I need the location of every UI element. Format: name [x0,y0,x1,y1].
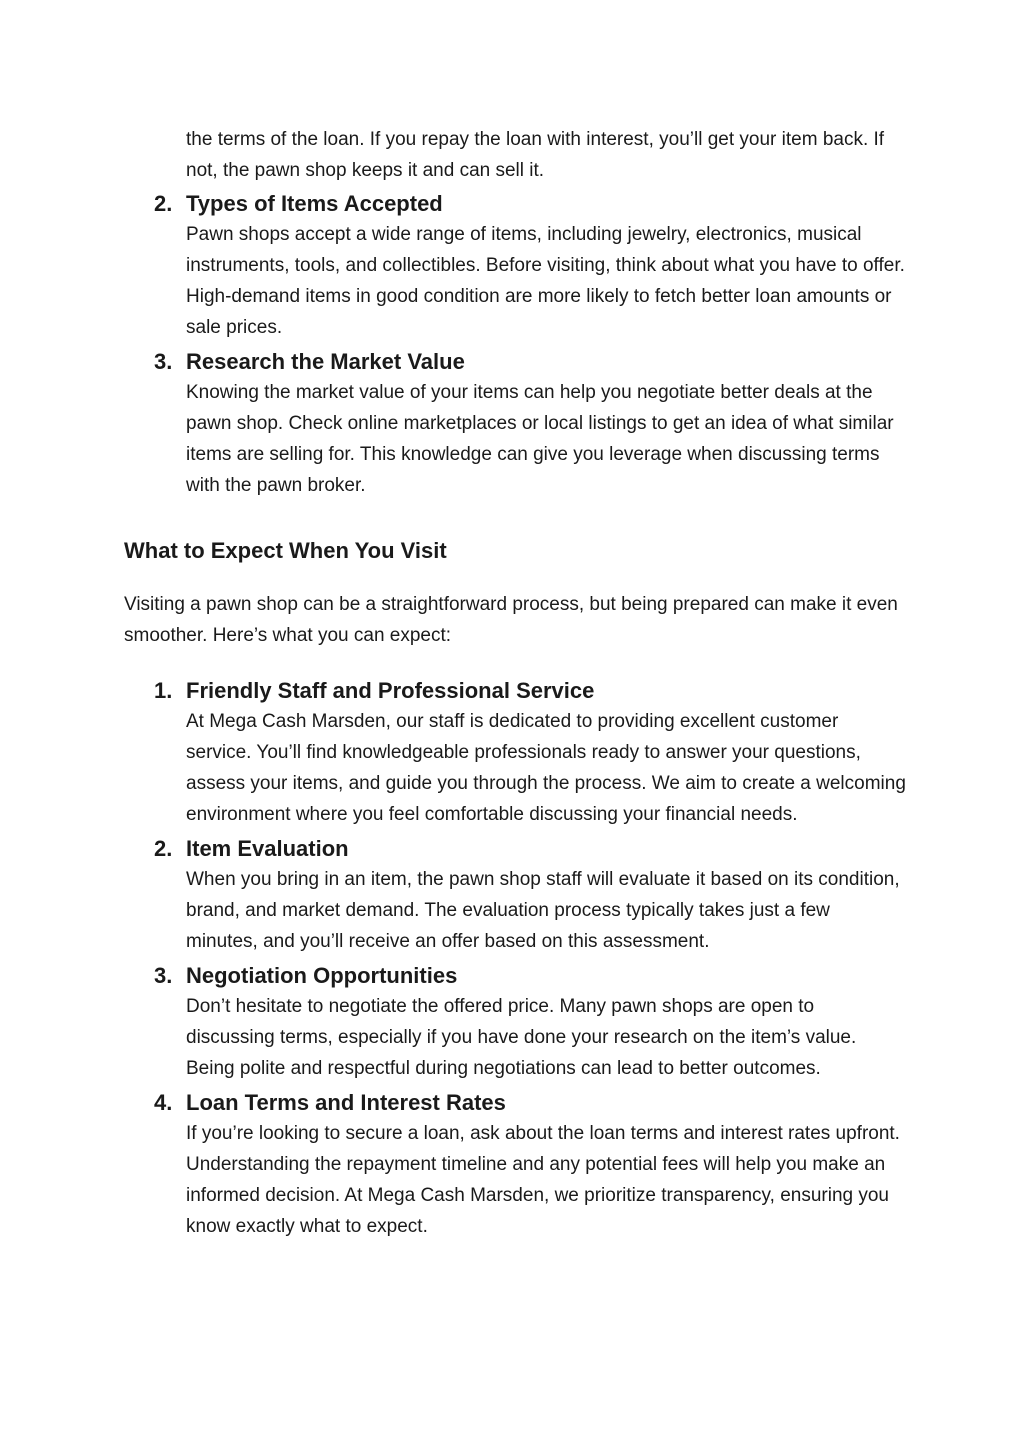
list-item [0,675,1024,830]
list-item-title: Types of Items Accepted [186,191,443,216]
continuation-paragraph: the terms of the loan. If you repay the loan with interest, you’ll get your item back. If not, the pawn shop keeps it and can sell it. [186,129,885,181]
list-item-text: When you bring in an item, the pawn shop staff will evaluate it based on its condition, brand, and market demand. The evaluation process typically takes just a few minutes, and you’ll receive an offer based on this assessment. [186,869,900,952]
section-heading: What to Expect When You Visit [124,538,447,563]
list-item-title: Friendly Staff and Professional Service [186,678,595,703]
list-item-number: 2. [154,836,173,861]
list-item-number: 2. [154,191,173,216]
list-item [0,833,1024,957]
list-item-text: Don’t hesitate to negotiate the offered price. Many pawn shops are open to discussing terms, especially if you have done your research on the item’s value. Being polite and respectful during negotiations can lead to better outcomes. [186,996,857,1079]
list-item [0,960,1024,1084]
list-item [0,346,1024,501]
list-item-text: At Mega Cash Marsden, our staff is dedicated to providing excellent customer service. You’ll find knowledgeable professionals ready to answer your questions, assess your items, and guide you through the process. We aim to create a welcoming environment where you feel comfortable discussing your financial needs. [186,711,906,825]
list-item-title: Item Evaluation [186,836,349,861]
list-item-title: Negotiation Opportunities [186,963,458,988]
section-intro: Visiting a pawn shop can be a straightforward process, but being prepared can make it even smoother. Here’s what you can expect: [124,594,898,646]
list-item-title: Research the Market Value [186,349,465,374]
pawn-basics-list [0,188,1024,504]
list-item-text: Knowing the market value of your items can help you negotiate better deals at the pawn shop. Check online marketplaces or local listings to get an idea of what similar items are selling for. This knowledge can give you leverage when discussing terms with the pawn broker. [186,382,894,496]
list-item-number: 3. [154,349,173,374]
list-item [0,188,1024,343]
list-item-text: Pawn shops accept a wide range of items, including jewelry, electronics, musical instruments, tools, and collectibles. Before visiting, think about what you have to offer. High-demand items in good condition are more likely to fetch better loan amounts or sale prices. [186,224,905,338]
visit-expectations-list [0,675,1024,1245]
list-item-number: 1. [154,678,173,703]
list-item [0,1087,1024,1242]
list-item-number: 4. [154,1090,173,1115]
list-item-number: 3. [154,963,173,988]
list-item-title: Loan Terms and Interest Rates [186,1090,506,1115]
list-item-text: If you’re looking to secure a loan, ask about the loan terms and interest rates upfront. Understanding the repayment timeline and any potential fees will help you make an informed decision. At Mega Cash Marsden, we prioritize transparency, ensuring you know exactly what to expect. [186,1123,900,1237]
